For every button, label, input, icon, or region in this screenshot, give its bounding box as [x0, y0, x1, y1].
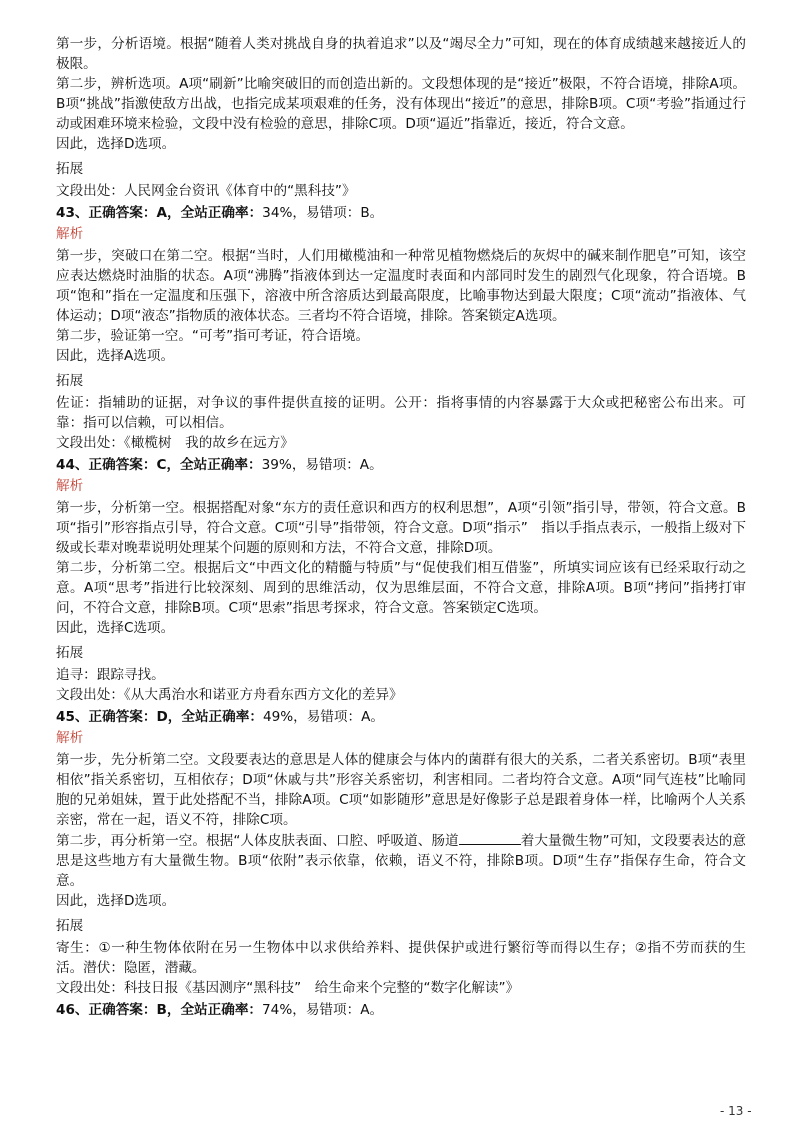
expand-text: 寄生：①一种生物体依附在另一生物体中以求供给养料、提供保护或进行繁衍等而得以生存；②指不劳而获的生活。潜伏：隐匿，潜藏。 [56, 940, 746, 976]
rate-value: 49% [262, 709, 294, 725]
answer-value: A [156, 205, 168, 221]
answer-value: C [156, 457, 167, 473]
rate-value: 39% [261, 457, 292, 473]
document-page [56, 34, 746, 1020]
paragraph [56, 830, 746, 891]
wrong-option: ，易错项：B。 [292, 205, 384, 221]
question-header-43 [56, 203, 746, 223]
wrong-option: ，易错项：A。 [291, 457, 383, 473]
answer-label: 45、正确答案： [56, 709, 157, 725]
answer-value: B [156, 1002, 167, 1018]
rate-label: ，全站正确率： [167, 205, 263, 221]
expand-label: 拓展 [56, 161, 84, 177]
source-line: 文段出处：科技日报《基因测序“黑科技” 给生命来个完整的“数字化解读”》 [56, 980, 520, 996]
conclusion: 因此，选择C选项。 [56, 620, 175, 636]
source-line: 文段出处：《从大禹治水和诺亚方舟看东西方文化的差异》 [56, 687, 403, 703]
paragraph: 第一步，分析第一空。根据搭配对象“东方的责任意识和西方的权利思想”，A项“引领”指引导，带领，符合文意。B项“指引”形容指点引导，符合文意。C项“引导”指带领，符合文意。D项“指示” 指以手指点表示，一般指上级对下级或长辈对晚辈说明处理某个问题的原则和方法，不符合文意，排除D项。 [56, 500, 746, 556]
paragraph-part: 着大量微生物”可知，文段要表达的意思是这些地方有大量微生物。B项“依附”表示依靠，依赖，语义不符，排除B项。D项“生存”指保存生命，符合文意。 [56, 833, 746, 889]
expand-label: 拓展 [56, 645, 84, 661]
rate-value: 34% [262, 205, 293, 221]
page-number: - 13 - [720, 1104, 752, 1118]
paragraph: 第二步，分析第二空。根据后文“中西文化的精髓与特质”与“促使我们相互借鉴”，所填实词应该有已经采取行动之意。A项“思考”指进行比较深刻、周到的思维活动，仅为思维层面，不符合文意，排除A项。B项“拷问”指拷打审问，不符合文意，排除B项。C项“思索”指思考探求，符合文意。答案锁定C选项。 [56, 560, 746, 616]
answer-label: 44、正确答案： [56, 457, 157, 473]
answer-value: D [156, 709, 168, 725]
analysis-label: 解析 [56, 478, 84, 494]
source-line: 文段出处：人民网金台资讯《体育中的“黑科技”》 [56, 183, 356, 199]
paragraph: 第一步，先分析第二空。文段要表达的意思是人体的健康会与体内的菌群有很大的关系，二者关系密切。B项“表里相依”指关系密切，互相依存；D项“休戚与共”形容关系密切，利害相同。二者均符合文意。A项“同气连枝”比喻同胞的兄弟姐妹，置于此处搭配不当，排除A项。C项“如影随形”意思是好像影子总是跟着身体一样，比喻两个人关系亲密，常在一起，语义不符，排除C项。 [56, 752, 746, 828]
expand-text: 佐证：指辅助的证据，对争议的事件提供直接的证明。公开：指将事情的内容暴露于大众或把秘密公布出来。可靠：指可以信赖，可以相信。 [56, 395, 746, 431]
paragraph: 第一步，分析语境。根据“随着人类对挑战自身的执着追求”以及“竭尽全力”可知，现在的体育成绩越来越接近人的极限。 [56, 36, 746, 72]
rate-value: 74% [262, 1002, 293, 1018]
wrong-option: ，易错项：A。 [292, 1002, 384, 1018]
answer-label: 43、正确答案： [56, 205, 157, 221]
paragraph: 第二步，验证第一空。“可考”指可考证，符合语境。 [56, 328, 370, 344]
fill-blank [459, 830, 521, 845]
answer-label: 46、正确答案： [56, 1002, 157, 1018]
rate-label: ，全站正确率： [167, 709, 263, 725]
conclusion: 因此，选择D选项。 [56, 136, 176, 152]
paragraph-part: 第二步，再分析第一空。根据“人体皮肤表面、口腔、呼吸道、肠道 [56, 833, 459, 849]
analysis-label: 解析 [56, 226, 84, 242]
conclusion: 因此，选择D选项。 [56, 893, 176, 909]
question-header-46 [56, 1000, 746, 1020]
expand-text: 追寻：跟踪寻找。 [56, 667, 165, 683]
wrong-option: ，易错项：A。 [293, 709, 385, 725]
paragraph: 第二步，辨析选项。A项“刷新”比喻突破旧的而创造出新的。文段想体现的是“接近”极限，不符合语境，排除A项。B项“挑战”指激使敌方出战，也指完成某项艰难的任务，没有体现出“接近”的意思，排除B项。C项“考验”指通过行动或困难环境来检验，文段中没有检验的意思，排除C项。D项“逼近”指靠近，接近，符合文意。 [56, 76, 746, 132]
source-line: 文段出处：《橄榄树 我的故乡在远方》 [56, 435, 294, 451]
paragraph: 第一步，突破口在第二空。根据“当时，人们用橄榄油和一种常见植物燃烧后的灰烬中的碱来制作肥皂”可知，该空应表达燃烧时油脂的状态。A项“沸腾”指液体到达一定温度时表面和内部同时发生的剧烈气化现象，符合语境。B项“饱和”指在一定温度和压强下，溶液中所含溶质达到最高限度，比喻事物达到最大限度；C项“流动”指液体、气体运动；D项“液态”指物质的液体状态。三者均不符合语境，排除。答案锁定A选项。 [56, 248, 746, 324]
rate-label: ，全站正确率： [166, 457, 262, 473]
expand-label: 拓展 [56, 373, 84, 389]
conclusion: 因此，选择A选项。 [56, 348, 175, 364]
rate-label: ，全站正确率： [166, 1002, 263, 1018]
analysis-label: 解析 [56, 730, 84, 746]
expand-label: 拓展 [56, 918, 84, 934]
question-header-44 [56, 455, 746, 475]
question-header-45 [56, 707, 746, 727]
